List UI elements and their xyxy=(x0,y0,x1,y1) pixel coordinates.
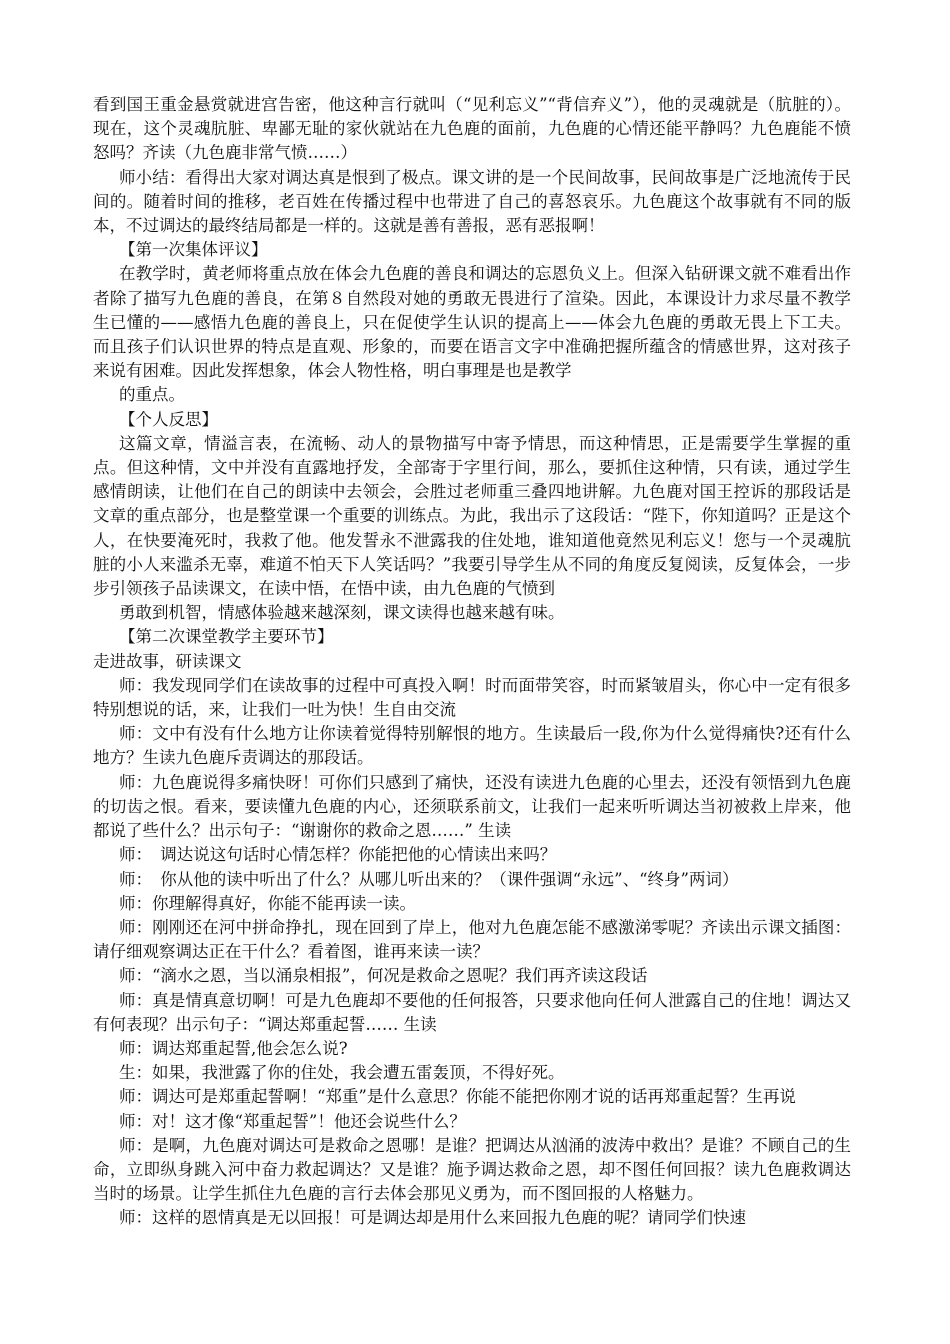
paragraph: 师：对！这才像“郑重起誓”！他还会说些什么？ xyxy=(119,1111,466,1131)
paragraph: 师：这样的恩情真是无以回报！可是调达却是用什么来回报九色鹿的呢？请同学们快速 xyxy=(119,1208,746,1228)
paragraph: 这篇文章，情溢言表，在流畅、动人的景物描写中寄予情思，而这种情思，正是需要学生掌握的重点。但这种情，文中并没有直露地抒发，全部寄于字里行间，那么，要抓住这种情，只有读，通过学生感情朗读，让他们在自己的朗读中去领会，会胜过老师重三叠四地讲解。九色鹿对国王控诉的那段话是文章的重点部分，也是整堂课一个重要的训练点。为此，我出示了这段话：“陛下，你知道吗？正是这个人，在快要淹死时，我救了他。他发誓永不泄露我的住处地，谁知道他竟然见利忘义！您与一个灵魂肮脏的小人来滥杀无辜，难道不怕天下人笑话吗？”我要引导学生从不同的角度反复阅读，反复体会，一步步引领孩子品读课文，在读中悟，在悟中读，由九色鹿的气愤到 xyxy=(93,433,851,599)
paragraph: 师小结：看得出大家对调达真是恨到了极点。课文讲的是一个民间故事，民间故事是广泛地流传于民间的。随着时间的推移，老百姓在传播过程中也带进了自己的喜怒哀乐。九色鹿这个故事就有不同的版本，不过调达的最终结局都是一样的。这就是善有善报，恶有恶报啊！ xyxy=(93,167,851,236)
section-heading: 【个人反思】 xyxy=(119,409,218,429)
paragraph: 师：九色鹿说得多痛快呀！可你们只感到了痛快，还没有读进九色鹿的心里去，还没有领悟到九色鹿的切齿之恨。看来，要读懂九色鹿的内心，还须联系前文，让我们一起来听听调达当初被救上岸来，他都说了些什么？出示句子：“谢谢你的救命之恩……” 生读 xyxy=(93,772,851,841)
paragraph: 师：是啊，九色鹿对调达可是救命之恩哪！是谁？把调达从汹涌的波涛中救出？是谁？不顾自己的生命，立即纵身跳入河中奋力救起调达？又是谁？施予调达救命之恩，却不图任何回报？读九色鹿救调达当时的场景。让学生抓住九色鹿的言行去体会那见义勇为，而不图回报的人格魅力。 xyxy=(93,1135,851,1204)
paragraph: 师：真是情真意切啊！可是九色鹿却不要他的任何报答，只要求他向任何人泄露自己的住地！调达又有何表现？出示句子：“调达郑重起誓…… 生读 xyxy=(93,990,851,1034)
paragraph: 的重点。 xyxy=(119,385,185,405)
paragraph: 师：你理解得真好，你能不能再读一读。 xyxy=(119,893,416,913)
paragraph: 师： 调达说这句话时心情怎样？你能把他的心情读出来吗？ xyxy=(119,845,557,865)
document-page xyxy=(93,93,851,1231)
paragraph: 生：如果，我泄露了你的住处，我会遭五雷轰顶，不得好死。 xyxy=(119,1063,565,1083)
paragraph: 师：我发现同学们在读故事的过程中可真投入啊！时而面带笑容，时而紧皱眉头，你心中一定有很多特别想说的话，来，让我们一吐为快！生自由交流 xyxy=(93,675,851,720)
section-heading: 【第一次集体评议】 xyxy=(119,240,268,260)
section-heading: 【第二次课堂教学主要环节】 xyxy=(119,627,334,647)
paragraph: 师：刚刚还在河中拼命挣扎，现在回到了岸上，他对九色鹿怎能不感激涕零呢？齐读出示课文插图：请仔细观察调达正在干什么？看着图，谁再来读一读？ xyxy=(93,917,851,962)
paragraph: 师：“滴水之恩，当以涌泉相报”，何况是救命之恩呢？我们再齐读这段话 xyxy=(119,966,648,986)
paragraph: 师： 你从他的读中听出了什么？从哪儿听出来的？（课件强调“永远”、“终身”两词） xyxy=(119,869,739,889)
subheading: 走进故事，研读课文 xyxy=(93,651,242,671)
paragraph: 师：文中有没有什么地方让你读着觉得特别解恨的地方。生读最后一段,你为什么觉得痛快?还有什么地方？生读九色鹿斥责调达的那段话。 xyxy=(93,724,851,768)
paragraph: 师：调达郑重起誓,他会怎么说? xyxy=(119,1038,348,1058)
paragraph: 在教学时，黄老师将重点放在体会九色鹿的善良和调达的忘恩负义上。但深入钻研课文就不难看出作者除了描写九色鹿的善良，在第８自然段对她的勇敢无畏进行了渲染。因此，本课设计力求尽量不教学生已懂的——感悟九色鹿的善良上，只在促使学生认识的提高上——体会九色鹿的勇敢无畏上下工夫。而且孩子们认识世界的特点是直观、形象的，而要在语言文字中准确把握所蕴含的情感世界，这对孩子来说有困难。因此发挥想象，体会人物性格，明白事理是也是教学 xyxy=(93,264,851,381)
paragraph: 看到国王重金悬赏就进宫告密，他这种言行就叫（“见利忘义”“背信弃义”），他的灵魂就是（肮脏的）。现在，这个灵魂肮脏、卑鄙无耻的家伙就站在九色鹿的面前，九色鹿的心情还能平静吗？九色鹿能不愤怒吗？齐读（九色鹿非常气愤……） xyxy=(93,95,851,163)
paragraph: 勇敢到机智，情感体验越来越深刻，课文读得也越来越有味。 xyxy=(119,603,565,623)
paragraph: 师：调达可是郑重起誓啊！“郑重”是什么意思？你能不能把你刚才说的话再郑重起誓？生再说 xyxy=(119,1087,796,1107)
